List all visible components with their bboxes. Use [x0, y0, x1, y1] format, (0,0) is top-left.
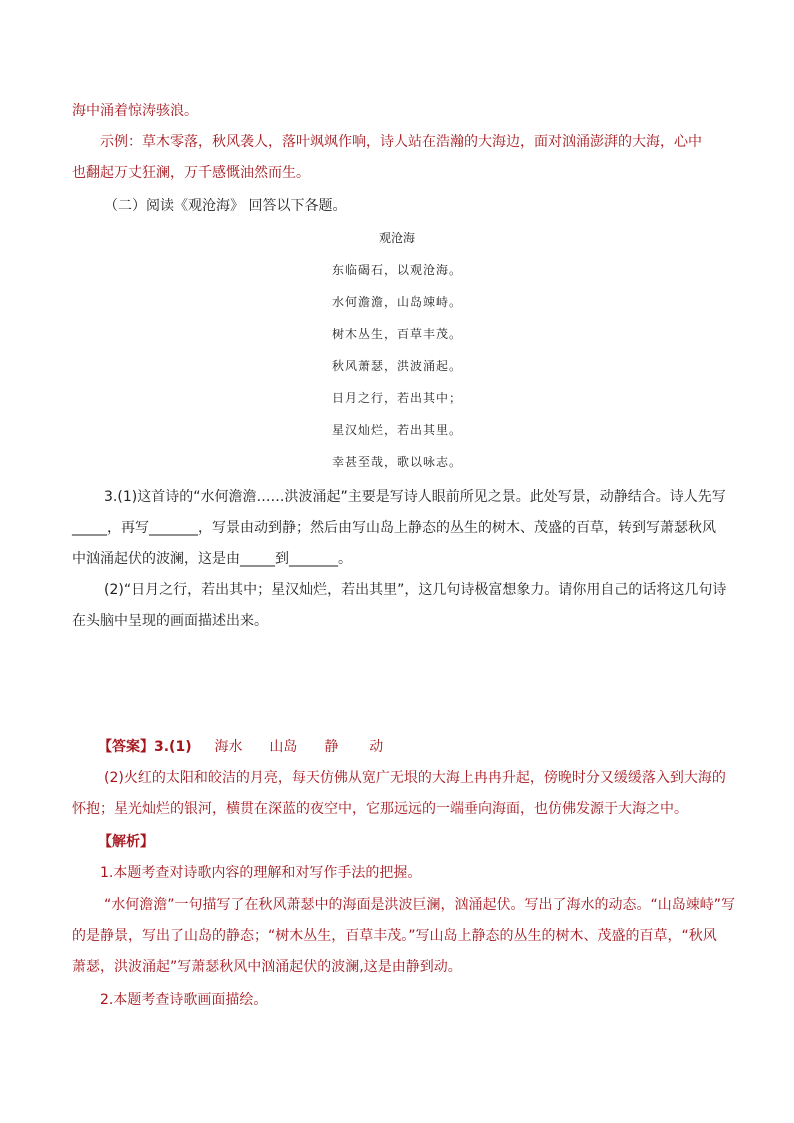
section-heading: （二）阅读《观沧海》 回答以下各题。: [104, 198, 347, 214]
analysis-detail-line-3: 萧瑟，洪波涌起”写萧瑟秋风中汹涌起伏的波澜,这是由静到动。: [72, 959, 462, 975]
analysis-label: 【解析】: [98, 834, 154, 850]
analysis-point-1: 1.本题考查对诗歌内容的理解和对写作手法的把握。: [100, 865, 422, 881]
question-1-line-2: _____，再写_______，写景由动到静；然后由写山岛上静态的丛生的树木、茂盛的百草，转到写萧瑟秋风: [72, 520, 716, 536]
answer-blank-3: 静: [324, 739, 339, 755]
example-line-1: 示例：草木零落，秋风袭人，落叶飒飒作响，诗人站在浩瀚的大海边，面对汹涌澎湃的大海，心中: [100, 134, 702, 150]
answer-label: 【答案】3.(1): [98, 739, 192, 755]
answer-row: [98, 737, 383, 757]
answer-2-line-2: 怀抱；星光灿烂的银河，横贯在深蓝的夜空中，它那远远的一端垂向海面，也仿佛发源于大海之中。: [72, 801, 688, 817]
poem-line: 东临碣石，以观沧海。: [331, 263, 462, 277]
poem-line: 水何澹澹，山岛竦峙。: [331, 295, 462, 309]
question-1-line-3: 中汹涌起伏的波澜，这是由_____到_______。: [72, 551, 352, 567]
poem-line: 秋风萧瑟，洪波涌起。: [331, 359, 462, 373]
example-line-2: 也翻起万丈狂澜，万千感慨油然而生。: [72, 165, 310, 181]
poem-line: 星汉灿烂，若出其里。: [331, 423, 462, 437]
poem-line: 幸甚至哉，歌以咏志。: [331, 455, 462, 469]
analysis-detail-line-2: 的是静景，写出了山岛的静态；“树木丛生，百草丰茂。”写山岛上静态的丛生的树木、茂盛的百草，“秋风: [72, 928, 717, 944]
answer-continuation: 海中涌着惊涛骇浪。: [72, 103, 198, 119]
analysis-detail-line-1: “水何澹澹”一句描写了在秋风萧瑟中的海面是洪波巨澜，汹涌起伏。写出了海水的动态。“山岛竦峙”写: [104, 897, 736, 913]
answer-blank-4: 动: [369, 739, 384, 755]
answer-blank-1: 海水: [214, 739, 243, 755]
poem-title: 观沧海: [378, 231, 415, 245]
analysis-point-2: 2.本题考查诗歌画面描绘。: [100, 992, 268, 1008]
poem-line: 日月之行，若出其中；: [331, 391, 462, 405]
poem-line: 树木丛生，百草丰茂。: [331, 327, 462, 341]
question-2-line-2: 在头脑中呈现的画面描述出来。: [72, 613, 268, 629]
question-2-line-1: (2)“日月之行，若出其中；星汉灿烂，若出其里”，这几句诗极富想象力。请你用自己的话将这几句诗: [104, 582, 727, 598]
answer-2-line-1: (2)火红的太阳和皎洁的月亮，每天仿佛从宽广无垠的大海上冉冉升起，傍晚时分又缓缓落入到大海的: [104, 770, 726, 786]
answer-blank-2: 山岛: [269, 739, 298, 755]
question-1-line-1: 3.(1)这首诗的“水何澹澹……洪波涌起”主要是写诗人眼前所见之景。此处写景，动静结合。诗人先写: [104, 489, 726, 505]
